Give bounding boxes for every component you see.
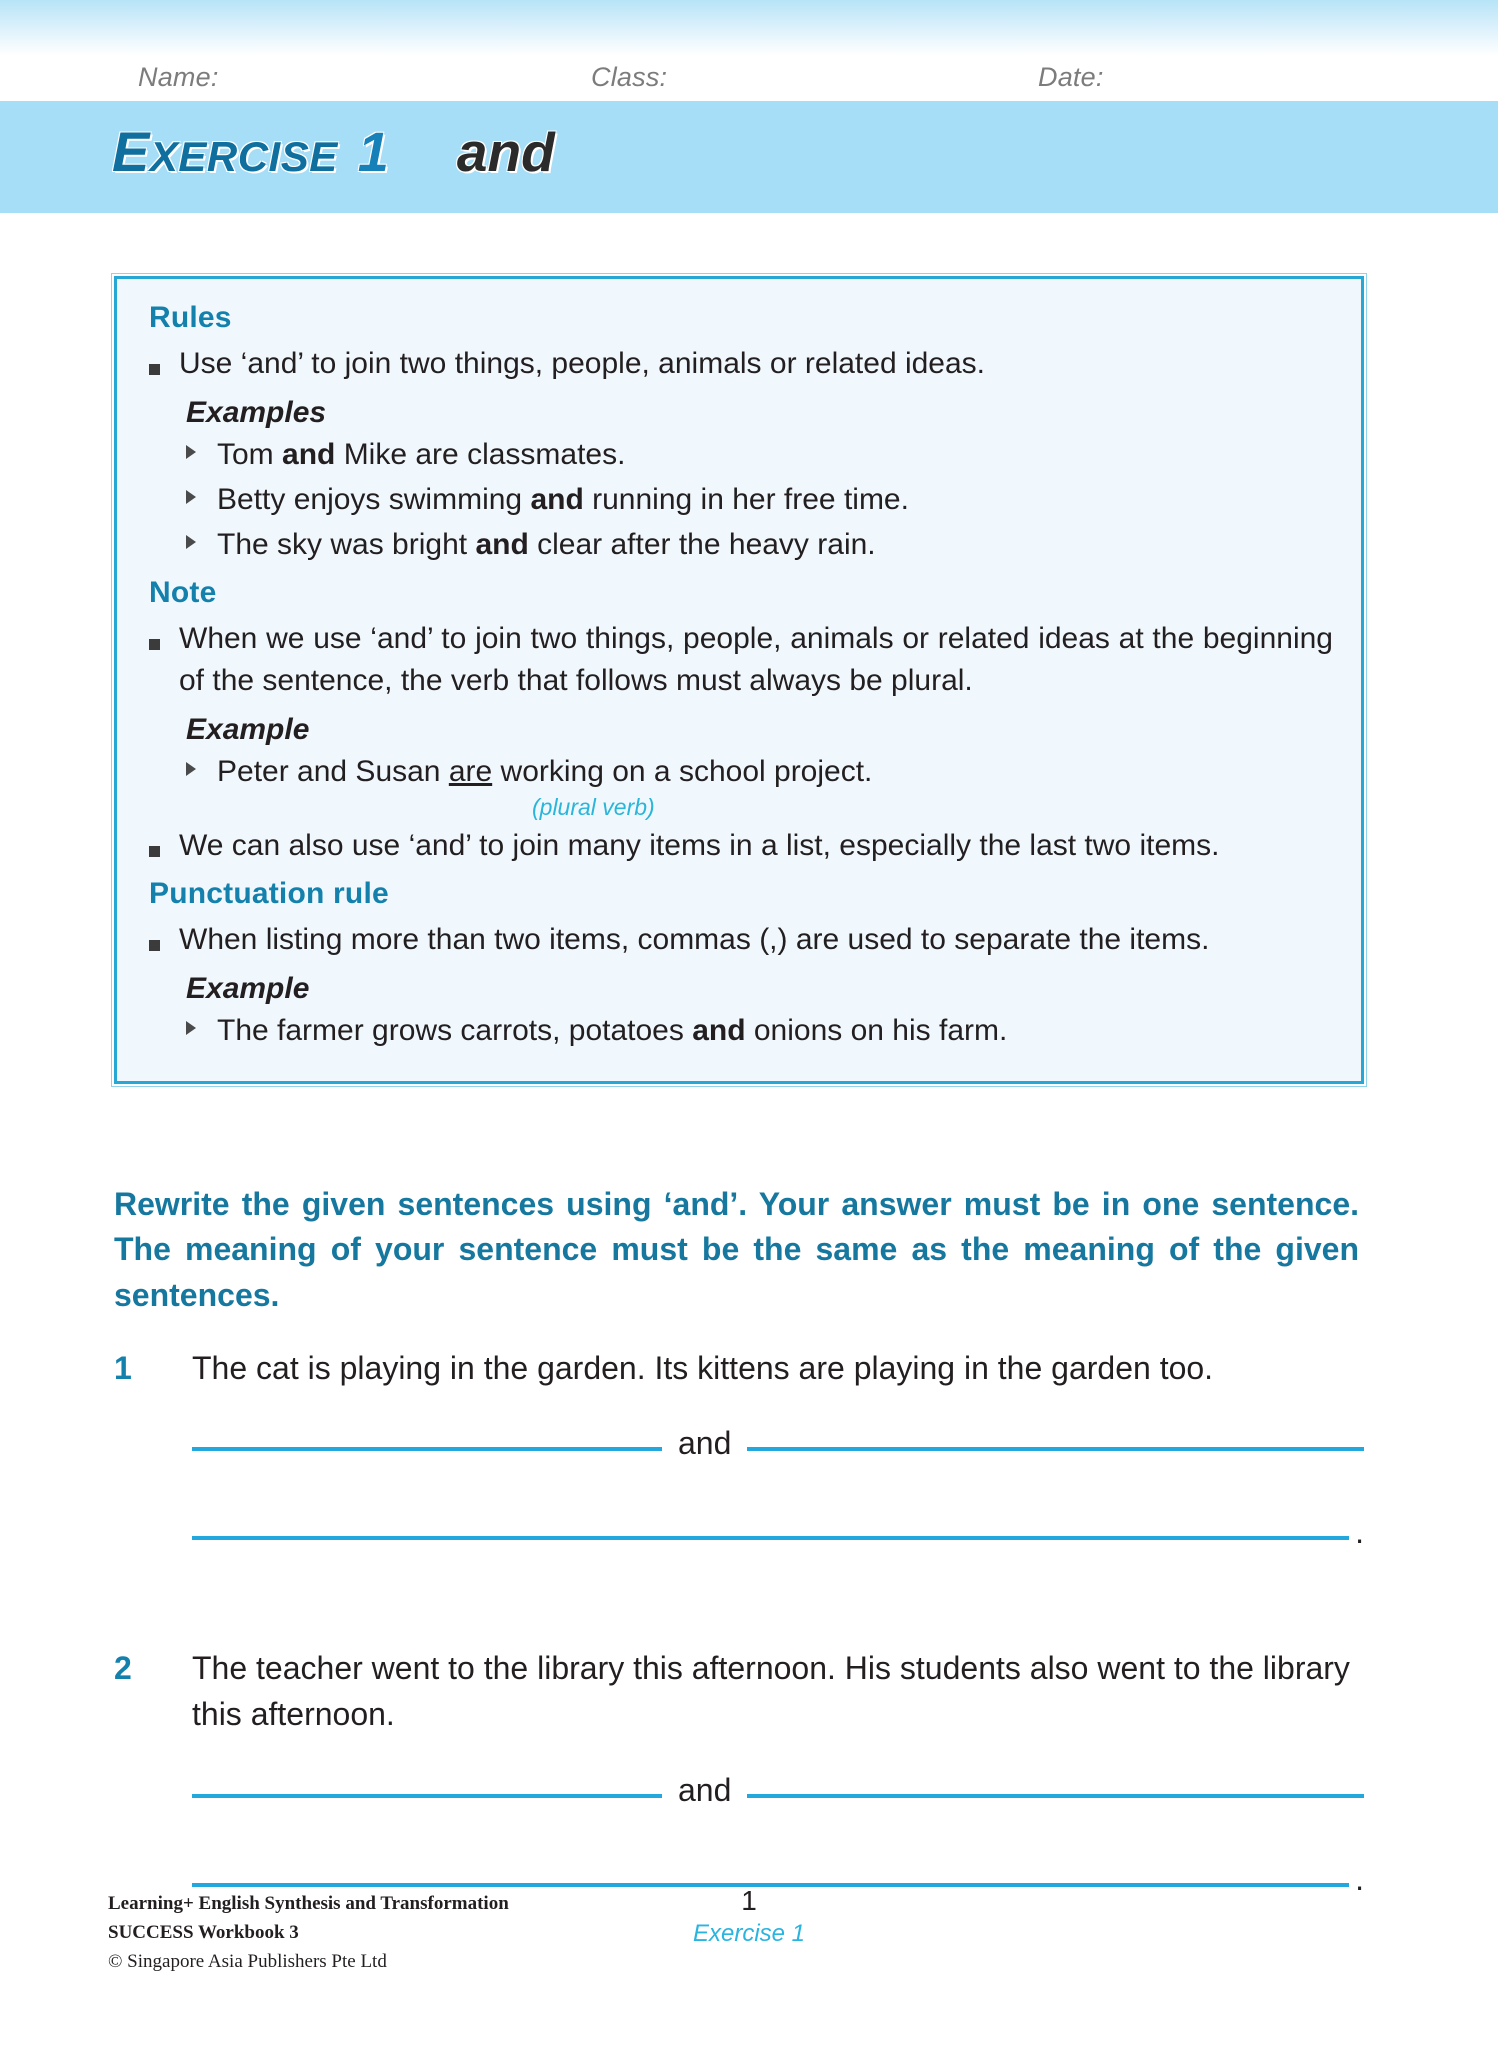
exercise-title-group	[112, 119, 555, 184]
top-gradient-band	[0, 0, 1498, 56]
answer-blank-right[interactable]	[747, 1794, 1364, 1798]
answer-end-punctuation: .	[1355, 1860, 1364, 1897]
note-bullet-secondary	[149, 825, 1333, 868]
question-number: 1	[114, 1350, 132, 1386]
example-pre: Betty enjoys swimming	[217, 482, 531, 516]
exercise-topic: and	[456, 121, 555, 183]
question-block-1	[114, 1345, 1364, 1551]
example-pre: The sky was bright	[217, 527, 476, 561]
rules-example-text	[217, 434, 625, 476]
note-example-text	[217, 751, 872, 793]
exercise-title-rest: XERCISE	[149, 133, 338, 180]
answer-line-row-first	[192, 1766, 1364, 1808]
rules-box	[114, 276, 1364, 1084]
example-pre: Tom	[217, 437, 283, 471]
punctuation-section-heading: Punctuation rule	[149, 877, 389, 911]
note-example-item	[186, 751, 1333, 793]
example-underlined-verb: are	[448, 754, 493, 788]
instruction-heading	[114, 1182, 1359, 1318]
question-text: The cat is playing in the garden. Its kittens are playing in the garden too.	[192, 1350, 1214, 1386]
instruction-text: Rewrite the given sentences using ‘and’. Your answer must be in one sentence. The meaning of your sentence must be the same as the meaning of the given sentences.	[114, 1186, 1359, 1313]
exercise-title	[112, 119, 338, 184]
exercise-title-capital: E	[112, 120, 150, 183]
note-section-heading: Note	[149, 575, 217, 609]
exercise-number: 1	[357, 120, 389, 183]
footer-line-1: Learning+ English Synthesis and Transformation	[108, 1893, 509, 1914]
punctuation-example-item	[186, 1010, 1333, 1052]
class-label: Class:	[591, 62, 668, 92]
rules-example-text	[217, 479, 909, 521]
footer-line-2: SUCCESS Workbook 3	[108, 1921, 299, 1943]
rules-example-item	[186, 524, 1333, 566]
answer-joiner-word: and	[678, 1425, 732, 1462]
note-bullet-secondary-text: We can also use ‘and’ to join many items in a list, especially the last two items.	[179, 828, 1220, 862]
square-bullet-icon	[149, 825, 179, 861]
answer-end-punctuation: .	[1355, 1514, 1364, 1551]
example-keyword: and	[282, 437, 336, 471]
example-post: Mike are classmates.	[335, 437, 626, 471]
answer-area	[114, 1766, 1364, 1897]
arrow-bullet-icon	[186, 434, 217, 463]
footer-page-info	[0, 1884, 1498, 1949]
answer-line-row-second	[192, 1855, 1364, 1897]
arrow-bullet-icon	[186, 1010, 217, 1039]
answer-area	[114, 1419, 1364, 1551]
rules-examples-label: Examples	[186, 395, 327, 429]
arrow-bullet-icon	[186, 524, 217, 553]
note-bullet-text: When we use ‘and’ to join two things, people, animals or related ideas at the beginning of the sentence, the verb that follows must always be plural.	[179, 621, 1333, 698]
exercise-header-bar	[0, 101, 1498, 213]
answer-blank-left[interactable]	[192, 1447, 662, 1451]
example-post: onions on his farm.	[745, 1013, 1008, 1047]
rules-section-heading: Rules	[149, 301, 232, 334]
punctuation-example-label: Example	[186, 971, 310, 1005]
question-text: The teacher went to the library this afternoon. His students also went to the library this afternoon.	[192, 1650, 1350, 1733]
example-pre: The farmer grows carrots, potatoes	[217, 1013, 693, 1047]
example-keyword: and	[530, 482, 584, 516]
question-number: 2	[114, 1650, 132, 1686]
page-exercise-label: Exercise 1	[692, 1919, 806, 1947]
answer-line-row-second	[192, 1508, 1364, 1551]
punctuation-example-text	[217, 1010, 1007, 1052]
student-info-row	[0, 56, 1498, 101]
punctuation-bullet	[149, 919, 1333, 962]
example-post: running in her free time.	[583, 482, 909, 516]
question-block-2	[114, 1645, 1364, 1897]
name-label: Name:	[138, 62, 219, 92]
answer-blank-left[interactable]	[192, 1794, 662, 1798]
square-bullet-icon	[149, 618, 179, 654]
note-example-label: Example	[186, 712, 310, 746]
arrow-bullet-icon	[186, 479, 217, 508]
answer-blank-right[interactable]	[747, 1447, 1364, 1451]
rules-example-text	[217, 524, 876, 566]
example-post: working on a school project.	[492, 754, 873, 788]
example-pre: Peter and Susan	[217, 754, 449, 788]
note-bullet	[149, 618, 1333, 703]
square-bullet-icon	[149, 919, 179, 955]
rules-example-item	[186, 479, 1333, 521]
square-bullet-icon	[149, 343, 179, 379]
date-label: Date:	[1038, 62, 1104, 92]
footer-copyright: © Singapore Asia Publishers Pte Ltd	[108, 1950, 387, 1972]
answer-line-row-first	[192, 1419, 1364, 1462]
page-footer	[0, 1885, 1498, 2010]
plural-verb-annotation: (plural verb)	[532, 793, 655, 820]
punctuation-bullet-text: When listing more than two items, commas (,) are used to separate the items.	[179, 923, 1210, 957]
question-row	[114, 1345, 1364, 1391]
question-row	[114, 1645, 1364, 1738]
example-keyword: and	[475, 527, 529, 561]
example-keyword: and	[692, 1013, 746, 1047]
answer-joiner-word: and	[678, 1771, 732, 1808]
page-number: 1	[741, 1885, 757, 1916]
rules-example-item	[186, 434, 1333, 476]
answer-blank-full[interactable]	[192, 1536, 1349, 1540]
rules-bullet-text: Use ‘and’ to join two things, people, animals or related ideas.	[179, 347, 986, 380]
example-post: clear after the heavy rain.	[528, 527, 876, 561]
rules-bullet	[149, 343, 1333, 386]
arrow-bullet-icon	[186, 751, 217, 780]
